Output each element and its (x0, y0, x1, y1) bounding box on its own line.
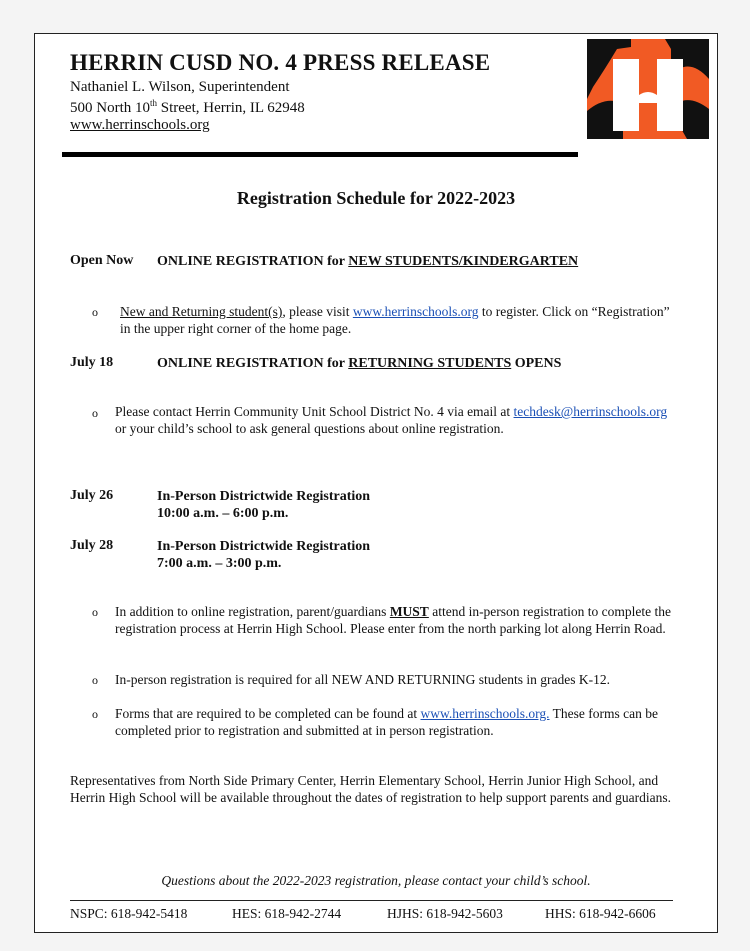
bullet-marker: o (92, 305, 98, 319)
event-text: ONLINE REGISTRATION for (157, 356, 349, 371)
event-in-person-july-26 (157, 488, 370, 522)
address-sup: th (150, 98, 158, 108)
bullet-text: Please contact Herrin Community Unit School District No. 4 via email at (115, 404, 514, 419)
footer-divider (70, 900, 673, 901)
event-title: In-Person Districtwide Registration (157, 539, 371, 554)
bullet-required: In-person registration is required for all NEW AND RETURNING students in grades K-12. (115, 672, 611, 687)
event-online-new (157, 253, 578, 270)
event-time: 10:00 a.m. – 6:00 p.m. (157, 506, 289, 521)
event-emphasis: RETURNING STUDENTS (348, 356, 512, 371)
phone-hhs: HHS: 618-942-6606 (545, 906, 656, 921)
bullet-text: to register. Click on “Registration” in the upper right corner of the home page. (120, 304, 670, 336)
bullet-marker: o (92, 707, 98, 721)
website-link[interactable]: www.herrinschools.org (70, 117, 210, 133)
bullet-emphasis: MUST (389, 604, 429, 619)
date-july-26: July 26 (70, 488, 114, 503)
event-text: ONLINE REGISTRATION for (157, 254, 349, 269)
schedule-heading: Registration Schedule for 2022-2023 (236, 188, 516, 208)
event-online-returning (157, 355, 561, 372)
herrin-tiger-logo (587, 39, 709, 139)
bullet-underlined: New and Returning student(s) (120, 304, 283, 319)
bullet-marker: o (92, 605, 98, 619)
date-july-28: July 28 (70, 538, 114, 553)
bullet-new-returning (120, 304, 675, 338)
bullet-marker: o (92, 673, 98, 687)
bullet-forms (115, 706, 675, 740)
press-release-title: HERRIN CUSD NO. 4 PRESS RELEASE (70, 50, 491, 75)
address-pre: 500 North 10 (70, 100, 150, 116)
phone-nspc: NSPC: 618-942-5418 (70, 906, 188, 921)
date-open-now: Open Now (70, 253, 134, 268)
event-in-person-july-28 (157, 538, 370, 572)
representatives-paragraph: Representatives from North Side Primary Center, Herrin Elementary School, Herrin Junior High School, and Herrin High School will be available throughout the dates of registration to help support parents and guardians. (70, 773, 671, 805)
event-emphasis: NEW STUDENTS/KINDERGARTEN (348, 254, 579, 269)
event-time: 7:00 a.m. – 3:00 p.m. (157, 556, 282, 571)
superintendent-line: Nathaniel L. Wilson, Superintendent (70, 79, 290, 95)
phone-hjhs: HJHS: 618-942-5603 (387, 906, 503, 921)
forms-link[interactable]: www.herrinschools.org. (420, 706, 550, 721)
event-title: In-Person Districtwide Registration (157, 489, 371, 504)
address-line (70, 98, 305, 117)
bullet-contact (115, 404, 675, 438)
press-release-page (34, 33, 718, 933)
date-july-18: July 18 (70, 355, 114, 370)
herrinschools-link[interactable]: www.herrinschools.org (352, 304, 479, 319)
bullet-text: In addition to online registration, parent/guardians (115, 604, 390, 619)
bullet-must-attend (115, 604, 675, 638)
techdesk-email-link[interactable]: techdesk@herrinschools.org (513, 404, 668, 419)
bullet-text: Forms that are required to be completed can be found at (115, 706, 421, 721)
address-post: Street, Herrin, IL 62948 (157, 100, 305, 116)
bullet-text: attend in-person registration to complete the registration process at Herrin High School. Please enter from the north parking lot along Herrin Road. (115, 604, 672, 636)
event-text: OPENS (511, 356, 562, 371)
bullet-text: , please visit (282, 304, 353, 319)
bullet-marker: o (92, 406, 98, 420)
bullet-text: These forms can be completed prior to registration and submitted at in person registration. (115, 706, 658, 738)
header-divider (62, 152, 578, 157)
phone-hes: HES: 618-942-2744 (232, 906, 342, 921)
questions-note: Questions about the 2022-2023 registration, please contact your child’s school. (161, 873, 591, 888)
bullet-text: or your child’s school to ask general questions about online registration. (115, 420, 504, 436)
